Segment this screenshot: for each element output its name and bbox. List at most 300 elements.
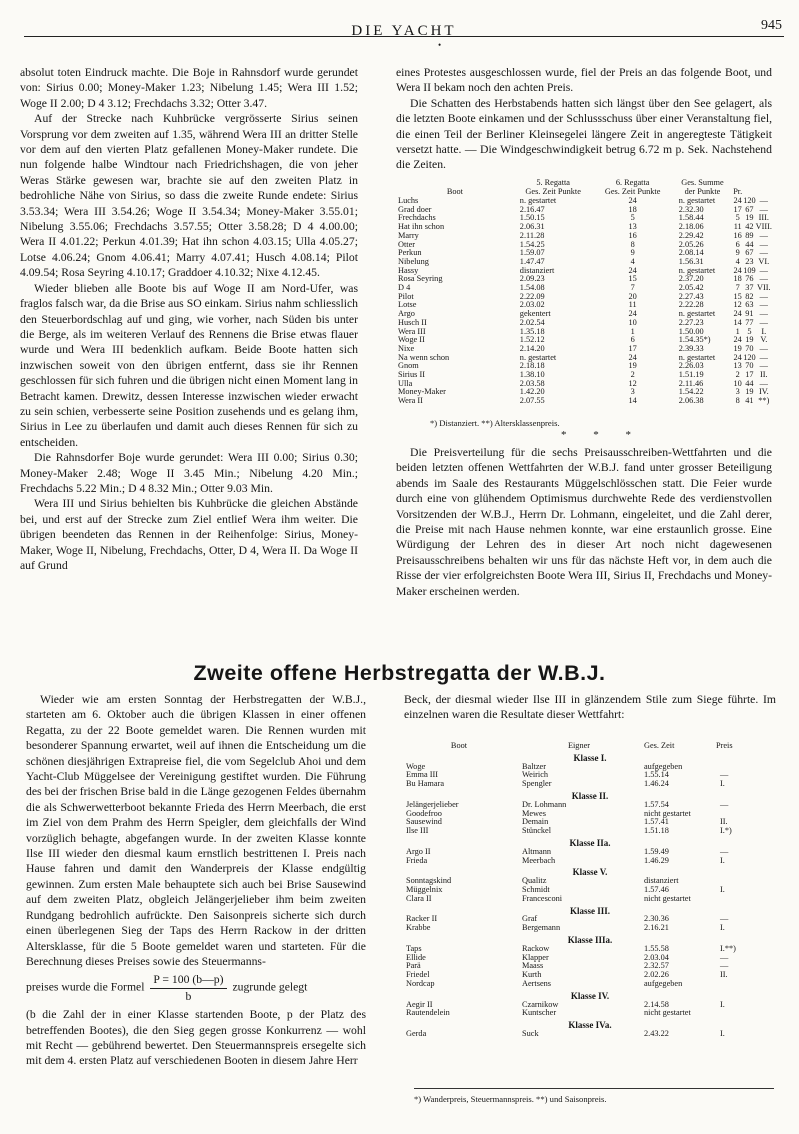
col-header-boot: Boot (446, 187, 463, 196)
table-cell: 17 (745, 370, 754, 380)
left-column-bottom (26, 692, 366, 1069)
table-cell: Müggelnix (406, 884, 443, 894)
table-cell: 37 (745, 283, 754, 293)
klasse-header-row (404, 933, 776, 945)
table-cell: 12 (733, 300, 742, 310)
table-cell: Suck (522, 1028, 539, 1038)
table-cell: 2.03.58 (519, 378, 545, 388)
table-cell: VII. (757, 283, 771, 293)
table-cell: 24 (628, 265, 637, 275)
table-cell: 2.03.02 (519, 300, 545, 310)
table-cell: 70 (745, 343, 754, 353)
table-cell: — (759, 239, 768, 249)
table-cell: 6 (630, 335, 635, 345)
table-cell: 17 (733, 204, 742, 214)
table-cell: — (720, 961, 729, 971)
table-cell: Sonntagskind (406, 876, 452, 886)
table-cell: 1.57.54 (644, 799, 669, 809)
table-cell: 20 (628, 291, 637, 301)
table-cell: n. gestartet (678, 196, 716, 205)
table-cell: 2.05.26 (678, 239, 704, 249)
table-cell: Demain (522, 817, 549, 827)
table-cell: 1 (630, 326, 635, 336)
table-cell: 11 (628, 300, 637, 310)
table-cell: **) (758, 396, 770, 406)
table-row (404, 980, 776, 989)
table-cell: 2.22.28 (678, 300, 704, 310)
formula: $\frac{P = 100 (b—p)}{b}$ (150, 972, 226, 1004)
klasse-header-row (404, 836, 776, 848)
table-cell: 2.16.21 (644, 923, 669, 933)
table-cell: 1.54.22 (678, 387, 704, 397)
col-header-regatta5: 5. Regatta Ges. Zeit Punkte (525, 178, 581, 196)
table-row (396, 275, 772, 284)
table-cell: Krabbe (406, 923, 431, 933)
table-cell: Clara II (406, 893, 432, 903)
table-row (396, 354, 772, 363)
table-cell: 23 (745, 256, 754, 266)
table-cell: 1.56.31 (678, 256, 704, 266)
table-cell: Hassy (398, 265, 419, 275)
table-cell: nicht gestartet (644, 808, 691, 818)
table-cell: 44 (745, 239, 754, 249)
table-row (396, 232, 772, 241)
table-cell: Czarnikow (522, 999, 559, 1009)
table-row (404, 1001, 776, 1010)
right-column-bottom (404, 692, 776, 723)
table-cell: 1.54.25 (519, 239, 545, 249)
table-cell: 3 (630, 387, 635, 397)
table-cell: 15 (733, 291, 742, 301)
table-cell: Nixe (398, 343, 415, 353)
table-cell: 2.27.23 (678, 317, 704, 327)
table-row (404, 924, 776, 933)
table-row (396, 371, 772, 380)
table-cell: 19 (745, 387, 754, 397)
table-cell: Frieda (406, 855, 428, 865)
table-row (404, 886, 776, 895)
table-cell: 91 (745, 309, 754, 319)
table-cell: 2.09.23 (519, 274, 545, 284)
table-row (404, 1009, 776, 1018)
table-cell: Sirius II (398, 370, 425, 380)
table-cell: 67 (745, 248, 754, 258)
table-cell: 1.51.19 (678, 370, 704, 380)
table-cell: aufgegeben (644, 978, 683, 988)
table-cell: — (759, 343, 768, 353)
table-cell: I.*) (720, 826, 732, 836)
table-row (396, 267, 772, 276)
table-cell: — (720, 914, 729, 924)
klasse-header-row (404, 865, 776, 877)
table-cell: 2.29.42 (678, 230, 704, 240)
table-cell: II. (720, 817, 728, 827)
table-cell (716, 895, 776, 904)
table-cell: VI. (758, 256, 770, 266)
page-number: 945 (761, 18, 782, 33)
table-cell: 24 (628, 196, 637, 205)
table-cell: Jelängerjelieber (406, 799, 459, 809)
table-cell: Grad doer (398, 204, 432, 214)
table-cell: n. gestartet (519, 352, 557, 362)
right-column-top (396, 65, 772, 173)
table-cell: I. (720, 923, 725, 933)
table-cell: 44 (745, 378, 754, 388)
table-cell: 1.38.10 (519, 370, 545, 380)
klasse-label: Klasse IVa. (568, 1020, 612, 1031)
table-cell: 24 (733, 335, 742, 345)
table-row (396, 214, 772, 223)
table-cell: 4 (735, 256, 740, 266)
table-row (404, 1030, 776, 1039)
table-cell: I. (720, 884, 725, 894)
table-row (396, 258, 772, 267)
table-cell: 17 (628, 343, 637, 353)
paragraph: Wieder blieben alle Boote bis auf Woge II am Nord-Ufer, was fraglos falsch war, da die Brise aus SO einkam. Sirius nahm schliesslich den Steuerbordschlag auf und ging, wie vorher, nach Süden bis unter die Berge, als im weiteren Verlauf des Rennens die Brise etwas flauer wurde und Wera III bedenklich aufkam. Beide Boote hatten sich inzwischen soweit von den übrigen entfernt, dass sie ihr Rennen geschlossen für sich fuhren und die übrigen nicht einen Moment lang in Betracht kamen. Drewitz, dessen Interesse inzwischen wieder erwacht zu sein schien, verbesserte seine Position zusehends und es gelang ihm, Sirius in Lee zu überlaufen und damit auch dieses Rennen für sich zu entscheiden. (20, 281, 358, 449)
paragraph: Die Rahnsdorfer Boje wurde gerundet: Wera III 0.00; Sirius 0.30; Money-Maker 2.48; Woge II 3.45 Min.; Nibelung 4.20 Min.; Frechdachs 5.22 Min.; D 4 8.32 Min.; Otter 9.03 Min. (20, 451, 358, 495)
table-cell: 1.59.07 (519, 248, 545, 258)
table-cell: 8 (630, 239, 635, 249)
table-cell: 6 (735, 239, 740, 249)
klasse-header-row (404, 789, 776, 801)
paragraph: Wieder wie am ersten Sonntag der Herbstregatten der W.B.J., starteten am 6. Oktober auch die übrigen Klassen in einer offenen Regatta, zu der 22 Boote gemeldet waren. Die Rennen wurden mit besonderer Spannung erwartet, weil auf ihnen die Entscheidung um die schönen diesjährigen Extrapreise fiel, die vom Segelclub Ahoi und dem Yacht-Club Müggelsee der Vereinigung gestiftet wurden. Die Führung des bei der frischen Brise bald in die Länge gezogenen Feldes übernahm die als Schwerwetterboot bekannte Frieda des Herrn Meerbach, die erst im Ziel von dem Prahm des Herrn Speigler, dem gleichfalls der Wind vorzüglich behagte, abgefangen wurde. In der zweiten Klasse konnte Ilse III wieder den diesmal kaum ernstlich bestrittenen I. Preis nach Hause fahren und damit den Wanderpreis der Klasse endgültig gewinnen. Zum ersten Male behauptete sich auch bei Brise Sausewind auf dem zweiten Platz, obgleich Jelängerjelieber ihm beim zweiten Rundgang bedrohlich aufrückte. Den Saisonpreis sicherte sich durch einen überlegenen Sieg der Taps des Herrn Rackow in der dritten Altersklasse, für die 5 Boote gemeldet waren und starteten. Für die Berechnung dieses Preises sowie des Steuermanns- (26, 693, 366, 968)
table-cell: — (720, 799, 729, 809)
table-cell: Gerda (406, 1028, 427, 1038)
table-cell: 109 (743, 265, 756, 275)
table-cell: 120 (743, 196, 756, 205)
paragraph: Wera III und Sirius behielten bis Kuhbrücke die gleichen Abstände bei, und erst auf der Strecke zum Ziel entlief Wera ihm weiter. Die übrigen beendeten das Rennen in der Reihenfolge: Sirius, Money-Maker, Woge II, Nibelung, Frechdachs, Otter, D 4, Wera II. Da Woge II auf Grund (20, 497, 358, 572)
table-cell: 1.52.12 (519, 335, 545, 345)
table-cell: I. (720, 855, 725, 865)
table-cell: 2.05.42 (678, 283, 704, 293)
table-cell: IV. (758, 387, 769, 397)
table-cell: 9 (735, 248, 740, 258)
table-cell: Wera III (398, 326, 426, 336)
left-column-top (20, 65, 358, 573)
table-cell: Racker II (406, 914, 438, 924)
klasse-header-row (404, 989, 776, 1001)
results-table-preisausschreiben (396, 177, 772, 406)
table-cell: — (720, 770, 729, 780)
table-cell: distanziert (644, 876, 679, 886)
table-cell: 42 (745, 222, 754, 232)
table-cell: Wera II (398, 396, 423, 406)
table-cell: 7 (630, 283, 635, 293)
table-cell: 1 (735, 326, 740, 336)
table-cell: n. gestartet (678, 352, 716, 362)
table-cell: 2.02.26 (644, 970, 669, 980)
table-row (396, 319, 772, 328)
col-header-preis: Preis (716, 741, 733, 750)
table-cell: — (759, 309, 768, 319)
formula-line: preises wurde die Formel $\frac{P = 100 (b—p)}{b}$ zugrunde gelegt (26, 973, 308, 1003)
table-cell: Lotse (398, 300, 417, 310)
paragraph: Auf der Strecke nach Kuhbrücke vergrösserte Sirius seinen Vorsprung vor dem zweiten auf 1.35, während Wera III an dritter Stelle vor dem auf den vierten Platz gefallenen Money-Maker rundete. Die nun folgende halbe Windtour nach Friedrichshagen, die von jeher Weras Stärke gewesen war, brachte sie auf den zweiten Platz in bedrohliche Nähe von Sirius, so dass die zweite Runde endete: Sirius 3.53.34; Wera III 3.54.26; Woge II 3.54.34; Money-Maker 3.55.01; Nibelung 3.55.06; Frechdachs 3.57.55; Otter 3.58.28; D 4 4.00.00; Wera II 4.01.22; Perkun 4.01.39; Hat ihn schon 4.03.15; Ulla 4.05.27; Lotse 4.06.24; Gnom 4.06.41; Marry 4.07.41; Husch 4.08.14; Pilot 4.09.54; Rosa Seyring 4.10.17; Graddoer 4.10.32; Nixe 4.12.45. (20, 112, 358, 280)
table-row (404, 971, 776, 980)
table-cell: II. (760, 370, 768, 380)
table-cell: n. gestartet (678, 265, 716, 275)
table-cell: — (759, 196, 768, 205)
table-cell: 1.46.24 (644, 779, 669, 789)
table-cell: 2.14.58 (644, 999, 669, 1009)
table-cell: 14 (733, 317, 742, 327)
table-cell: 2.16.47 (519, 204, 545, 214)
paragraph: absolut toten Eindruck machte. Die Boje in Rahnsdorf wurde gerundet von: Sirius 0.00; Money-Maker 1.23; Nibelung 1.45; Wera III 1.52; Woge II 2.00; D 4 3.12; Frechdachs 3.32; Otter 3.47. (20, 66, 358, 110)
table-cell: — (720, 952, 729, 962)
table-cell: Kuntscher (522, 1008, 557, 1018)
table-row (404, 801, 776, 810)
table-cell: 1.55.14 (644, 770, 669, 780)
table-cell: 2.14.20 (519, 343, 545, 353)
table-row (396, 241, 772, 250)
klasse-label: Klasse II. (571, 790, 609, 801)
table-cell: — (759, 248, 768, 258)
table-cell: Argo (398, 309, 415, 319)
table-cell: Klapper (522, 952, 549, 962)
table-cell: 2.32.57 (644, 961, 669, 971)
table-cell: 1.47.47 (519, 256, 545, 266)
table-row (396, 197, 772, 206)
article-heading: Zweite offene Herbstregatta der W.B.J. (193, 661, 606, 685)
table-cell: I. (720, 1028, 725, 1038)
table-cell: VIII. (755, 222, 772, 232)
table-row (404, 827, 776, 836)
table-cell: Perkun (398, 248, 422, 258)
table-cell: — (759, 378, 768, 388)
table-footnote: *) Wanderpreis, Steuermannspreis. **) und Saisonpreis. (414, 1088, 774, 1104)
table-row (396, 310, 772, 319)
table-cell: 2.03.04 (644, 952, 669, 962)
table-cell: gekentert (519, 309, 551, 319)
table-cell: Altmann (522, 846, 552, 856)
table-cell: Qualitz (522, 876, 547, 886)
table-cell: Na wenn schon (398, 352, 450, 362)
table-cell: Nibelung (398, 256, 429, 266)
table-cell: 63 (745, 300, 754, 310)
table-row (396, 336, 772, 345)
table-cell: 5 (630, 213, 635, 223)
klasse-header-row (404, 751, 776, 763)
table-cell: 2.07.55 (519, 396, 545, 406)
col-header-summe: Ges. Summe der Punkte (681, 178, 724, 196)
paragraph: Beck, der diesmal wieder Ilse III in glänzendem Stile zum Siege führte. Im einzelnen waren die Resultate dieser Wettfahrt: (404, 693, 776, 722)
table-cell: 82 (745, 291, 754, 301)
table-cell: Otter (398, 239, 416, 249)
table-cell: — (759, 291, 768, 301)
table-cell: 5 (735, 213, 740, 223)
table-cell: 7 (735, 283, 740, 293)
table-cell: I. (720, 779, 725, 789)
table-cell: I.**) (720, 943, 736, 953)
table-cell: 24 (628, 352, 637, 362)
table-cell: 2.39.33 (678, 343, 704, 353)
table-cell: 19 (745, 213, 754, 223)
table-cell: 13 (628, 222, 637, 232)
table-cell: 77 (745, 317, 754, 327)
table-cell: 4 (630, 256, 635, 266)
klasse-label: Klasse IIIa. (567, 934, 613, 945)
table-cell: 2.32.30 (678, 204, 704, 214)
table-cell: Pilot (398, 291, 414, 301)
table-cell: 2 (630, 370, 635, 380)
table-cell: Graf (522, 914, 538, 924)
table-cell: Rackow (522, 943, 550, 953)
table-cell: Ulla (398, 378, 413, 388)
table-cell (716, 1009, 776, 1018)
table-cell: 3 (735, 387, 740, 397)
table-cell: Husch II (398, 317, 427, 327)
table-cell: 24 (733, 309, 742, 319)
table-cell: Argo II (406, 846, 431, 856)
table-row (396, 223, 772, 232)
table-footnote: *) Distanziert. **) Altersklassenpreis. (430, 418, 560, 428)
table-cell: — (759, 300, 768, 310)
table-cell: 1.54.35*) (678, 335, 711, 345)
table-cell: — (759, 361, 768, 371)
table-cell: Mewes (522, 808, 546, 818)
table-cell: Stünckel (522, 826, 552, 836)
table-cell: Luchs (398, 196, 419, 205)
table-row (396, 328, 772, 337)
table-cell: 2.43.22 (644, 1028, 669, 1038)
table-cell: Schmidt (522, 884, 550, 894)
paragraph: Die Preisverteilung für die sechs Preisausschreiben-Wettfahrten und die beiden letzten offenen Wettfahrten der W.B.J. fand unter grosser Beteiligung abends im Saale des Restaurants Müggelschlösschen statt. Die Feier wurde durch eine von glühendem Optimismus durchwehte Rede des verdienstvollen Vorsitzenden der W.B.J., Herrn Dr. Lohmann, eingeleitet, und die Zahl derer, die Preise mit nach Hause nehmen konnte, war eine erstaunlich grosse. Eine Würdigung der Lehren des in dieser Art noch nicht dagewesenen Preisausschreibens behalten wir uns für das nächste Heft vor, in dem auch die Risse der vier erfolgreichsten Boote Wera III, Sirius II, Frechdachs und Money-Maker erscheinen werden. (396, 446, 772, 598)
table-cell: Parä (406, 961, 421, 971)
table-cell: 8 (735, 396, 740, 406)
table-cell: Woge II (398, 335, 425, 345)
table-cell: Baltzer (522, 761, 546, 771)
table-cell: 1.46.29 (644, 855, 669, 865)
table-cell: 76 (745, 274, 754, 284)
table-cell: 9 (630, 248, 635, 258)
table-cell: Maass (522, 961, 544, 971)
table-cell: II. (720, 970, 728, 980)
table-cell: 11 (733, 222, 742, 232)
table-row (396, 380, 772, 389)
table-cell (716, 877, 776, 886)
table-cell: 2.27.43 (678, 291, 704, 301)
table-row (404, 780, 776, 789)
table-row (404, 895, 776, 904)
table-cell: 16 (733, 230, 742, 240)
table-cell: Money-Maker (398, 387, 446, 397)
table-cell: Ilse III (406, 826, 429, 836)
table-cell: III. (758, 213, 769, 223)
table-cell: 41 (745, 396, 754, 406)
table-cell: 2.02.54 (519, 317, 545, 327)
table-cell: 2 (735, 370, 740, 380)
table-cell: 19 (745, 335, 754, 345)
table-cell: Bu Hamara (406, 779, 445, 789)
table-cell: Marry (398, 230, 419, 240)
table-cell: Dr. Lohmann (522, 799, 567, 809)
table-cell: 120 (743, 352, 756, 362)
table-cell: Weirich (522, 770, 549, 780)
table-cell: 24 (733, 265, 742, 275)
table-cell: aufgegeben (644, 761, 683, 771)
table-cell: n. gestartet (519, 196, 557, 205)
paragraph: (b die Zahl der in einer Klasse startenden Boote, p der Platz des betreffenden Bootes), die den Sieg gegen grosse Konkurrenz — wohl mit Recht — gebührend bewertet. Den Steuermannspreis ersegelte sich mit dem 4. ersten Platz auf verschiedenen Booten in diesem Jahre Herr (26, 1008, 366, 1068)
table-cell: 1.50.00 (678, 326, 704, 336)
page-header (24, 18, 784, 39)
table-cell: 1.42.20 (519, 387, 545, 397)
table-cell: — (759, 204, 768, 214)
table-cell: 2.08.14 (678, 248, 704, 258)
table-cell: 19 (733, 343, 742, 353)
col-header-boot: Boot (450, 741, 468, 750)
table-cell: 18 (628, 204, 637, 214)
table-cell: Francesconi (522, 893, 563, 903)
table-cell: 15 (628, 274, 637, 284)
table-cell: 5 (747, 326, 752, 336)
results-table-herbstregatta (404, 742, 776, 1039)
table-cell: 2.22.09 (519, 291, 545, 301)
table-cell: 1.59.49 (644, 846, 669, 856)
table-cell: 2.18.06 (678, 222, 704, 232)
table-cell: Sausewind (406, 817, 442, 827)
table-cell: Nordcap (406, 978, 435, 988)
table-cell: 2.37.20 (678, 274, 704, 284)
table-cell: 1.50.15 (519, 213, 545, 223)
table-cell: Bergemann (522, 923, 561, 933)
table-cell: Spengler (522, 779, 552, 789)
table-cell: I. (761, 326, 767, 336)
table-row (396, 388, 772, 397)
table-cell: 1.35.18 (519, 326, 545, 336)
table-cell: 18 (733, 274, 742, 284)
table-cell: 2.06.38 (678, 396, 704, 406)
table-cell: Goodefroo (406, 808, 442, 818)
table-cell: — (759, 352, 768, 362)
table-cell: 70 (745, 361, 754, 371)
table-cell: Kurth (522, 970, 542, 980)
klasse-label: Klasse III. (569, 905, 610, 916)
table-cell: I. (720, 999, 725, 1009)
table-cell: 2.06.31 (519, 222, 545, 232)
klasse-label: Klasse V. (572, 867, 608, 878)
klasse-label: Klasse IIa. (569, 837, 611, 848)
table-cell: D 4 (398, 283, 411, 293)
table-cell: 16 (628, 230, 637, 240)
table-cell: 24 (628, 309, 637, 319)
table-cell: — (720, 846, 729, 856)
table-row (396, 249, 772, 258)
table-row (396, 362, 772, 371)
table-cell: 2.26.03 (678, 361, 704, 371)
table-cell: 67 (745, 204, 754, 214)
table-cell (716, 980, 776, 989)
table-cell: 1.57.41 (644, 817, 669, 827)
table-cell: — (759, 265, 768, 275)
section-separator: * * * (561, 429, 643, 441)
table-cell: nicht gestartet (644, 893, 691, 903)
table-cell: 2.18.18 (519, 361, 545, 371)
table-cell: 10 (628, 317, 637, 327)
table-cell: 19 (628, 361, 637, 371)
table-cell: Gnom (398, 361, 419, 371)
table-cell: Taps (406, 943, 422, 953)
table-cell: 89 (745, 230, 754, 240)
table-cell: 1.54.08 (519, 283, 545, 293)
table-cell: 2.11.28 (519, 230, 545, 240)
paragraph: eines Protestes ausgeschlossen wurde, fiel der Preis an das folgende Boot, und Wera II bekam noch den achten Preis. (396, 66, 772, 95)
table-cell: Woge (406, 761, 426, 771)
table-cell: 1.58.44 (678, 213, 704, 223)
col-header-eigner: Eigner (567, 741, 591, 750)
table-cell: nicht gestartet (644, 1008, 691, 1018)
table-cell: 2.30.36 (644, 914, 669, 924)
header-dot: • (438, 40, 442, 50)
